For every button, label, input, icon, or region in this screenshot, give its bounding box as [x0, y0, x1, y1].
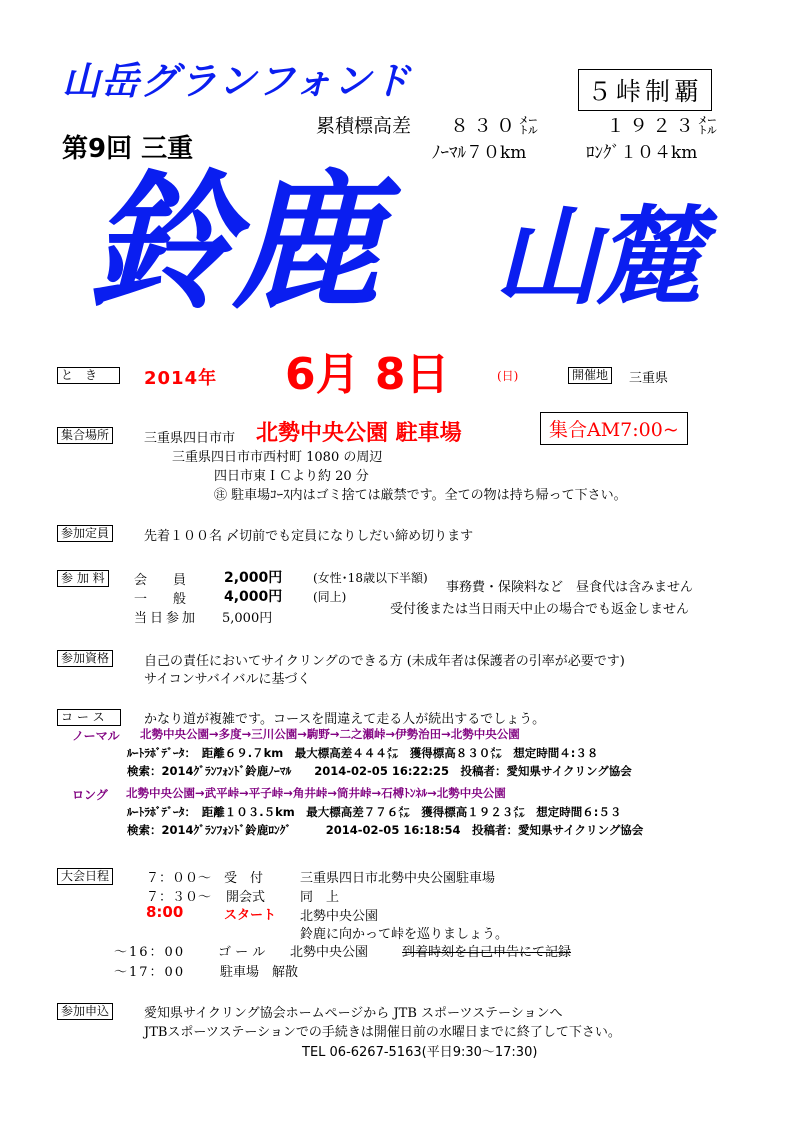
schedule-time-1: ７：００～: [146, 871, 212, 886]
date-month-day: 6月 8日: [285, 349, 450, 400]
schedule-note-4: 到着時刻を自己申告にて記録: [402, 945, 572, 960]
course-normal-data: ﾙｰﾄﾗﾎﾞﾃﾞｰﾀ： 距離６９.７km 最大標高差４４４㍍ 獲得標高８３０㍍ 想定時間４:３８: [127, 746, 599, 760]
schedule-place-1: 三重県四日市北勢中央公園駐車場: [300, 871, 496, 886]
apply-tel: TEL 06-6267-5163(平日9:30～17:30): [302, 1045, 538, 1060]
fee-general-label: 一 般: [134, 592, 187, 607]
schedule-time-4: ～16：00: [114, 945, 186, 960]
course-long-label: ロング: [72, 788, 108, 802]
elevation-normal: ８３０㍍: [450, 115, 543, 137]
fee-label: 参 加 料: [57, 570, 109, 587]
schedule-place-4: 北勢中央公園: [290, 945, 369, 960]
distance-long: ﾛﾝｸﾞ１０４km: [586, 143, 698, 163]
fee-member-note: (女性･18歳以下半額): [313, 571, 428, 585]
meeting-note: ㊟ 駐車場ｺｰｽ内はゴミ捨ては厳禁です。全ての物は持ち帰って下さい。: [214, 488, 627, 503]
course-normal-label: ノーマル: [72, 729, 120, 743]
fee-sameday-label: 当日参加: [134, 611, 199, 626]
capacity-label: 参加定員: [57, 525, 113, 542]
schedule-place-2: 同 上: [300, 890, 340, 905]
fee-member-price: 2,000円: [224, 570, 283, 586]
meeting-address: 三重県四日市市西村町 1080 の周辺: [172, 450, 383, 465]
course-normal-route: 北勢中央公園→多度→三川公園→駒野→二之瀬峠→伊勢治田→北勢中央公園: [140, 727, 520, 741]
schedule-label: 大会日程: [57, 868, 113, 885]
eligibility-line-2: サイコンサバイバルに基づく: [144, 672, 311, 687]
schedule-event-2: 開会式: [226, 890, 266, 905]
capacity-text: 先着１００名 〆切前でも定員になりしだい締め切ります: [144, 529, 474, 544]
eligibility-label: 参加資格: [57, 650, 113, 667]
badge-5-passes: ５峠制覇: [578, 69, 712, 111]
elevation-label: 累積標高差: [316, 115, 412, 137]
elevation-long: １９２３㍍: [606, 115, 722, 137]
apply-line-2: JTBスポーツステーションでの手続きは開催日前の水曜日までに終了して下さい。: [144, 1025, 621, 1040]
schedule-event-4: ゴ ー ル: [218, 945, 266, 960]
course-long-route: 北勢中央公園→武平峠→平子峠→角井峠→筒井峠→石榑ﾄﾝﾈﾙ→北勢中央公園: [126, 786, 506, 800]
schedule-note-3: 鈴鹿に向かって峠を巡りましょう。: [300, 927, 509, 942]
fee-note-2: 受付後または当日雨天中止の場合でも返金しません: [390, 602, 690, 617]
date-label: と き: [57, 367, 120, 384]
course-intro: かなり道が複雑です。コースを間違えて走る人が続出するでしょう。: [144, 712, 546, 727]
fee-note-1: 事務費・保険料など 昼食代は含みません: [446, 580, 694, 595]
date-weekday: (日): [497, 369, 519, 383]
meeting-label: 集合場所: [57, 427, 113, 444]
schedule-place-3: 北勢中央公園: [300, 909, 379, 924]
fee-general-note: (同上): [313, 590, 347, 604]
schedule-event-1: 受 付: [224, 871, 264, 886]
meeting-place: 北勢中央公園 駐車場: [256, 421, 462, 446]
fee-sameday-price: 5,000円: [222, 611, 273, 626]
fee-member-label: 会 員: [134, 573, 187, 588]
meeting-access: 四日市東ＩＣより約 20 分: [214, 469, 369, 484]
apply-label: 参加申込: [57, 1003, 113, 1020]
schedule-time-5: ～17：00: [114, 965, 186, 980]
logo: 山岳グランフォンド: [62, 59, 412, 103]
schedule-event-3: スタート: [224, 908, 277, 923]
venue-label: 開催地: [568, 367, 612, 384]
meeting-time-box: 集合AM7:00~: [540, 412, 688, 445]
fee-general-price: 4,000円: [224, 589, 283, 605]
distance-normal: ﾉｰﾏﾙ７０km: [432, 143, 527, 163]
course-normal-search: 検索：2014ｸﾞﾗﾝﾌｫﾝﾄﾞ鈴鹿ﾉｰﾏﾙ 2014-02-05 16:22:25 投稿者：愛知県サイクリング協会: [127, 764, 632, 778]
course-long-search: 検索：2014ｸﾞﾗﾝﾌｫﾝﾄﾞ鈴鹿ﾛﾝｸﾞ 2014-02-05 16:18:54 投稿者：愛知県サイクリング協会: [127, 823, 644, 837]
big-title-suzuka: 鈴鹿: [88, 157, 376, 329]
date-year: 2014年: [144, 368, 218, 389]
course-long-data: ﾙｰﾄﾗﾎﾞﾃﾞｰﾀ： 距離１０３.５km 最大標高差７７６㍍ 獲得標高１９２３㍍ 想定時間６:５３: [127, 805, 622, 819]
schedule-time-2: ７：３０～: [146, 890, 212, 905]
big-title-sanroku: 山麓: [494, 196, 698, 319]
course-label: コ ー ス: [57, 709, 121, 726]
schedule-time-3: 8:00: [146, 903, 184, 921]
apply-line-1: 愛知県サイクリング協会ホームページから JTB スポーツステーションへ: [144, 1006, 563, 1021]
eligibility-line-1: 自己の責任においてサイクリングのできる方 (未成年者は保護者の引率が必要です): [144, 654, 625, 669]
meeting-city: 三重県四日市市: [144, 431, 236, 446]
event-number: 第9回 三重: [62, 134, 194, 164]
schedule-event-5: 駐車場 解散: [220, 965, 299, 980]
venue: 三重県: [629, 371, 669, 386]
